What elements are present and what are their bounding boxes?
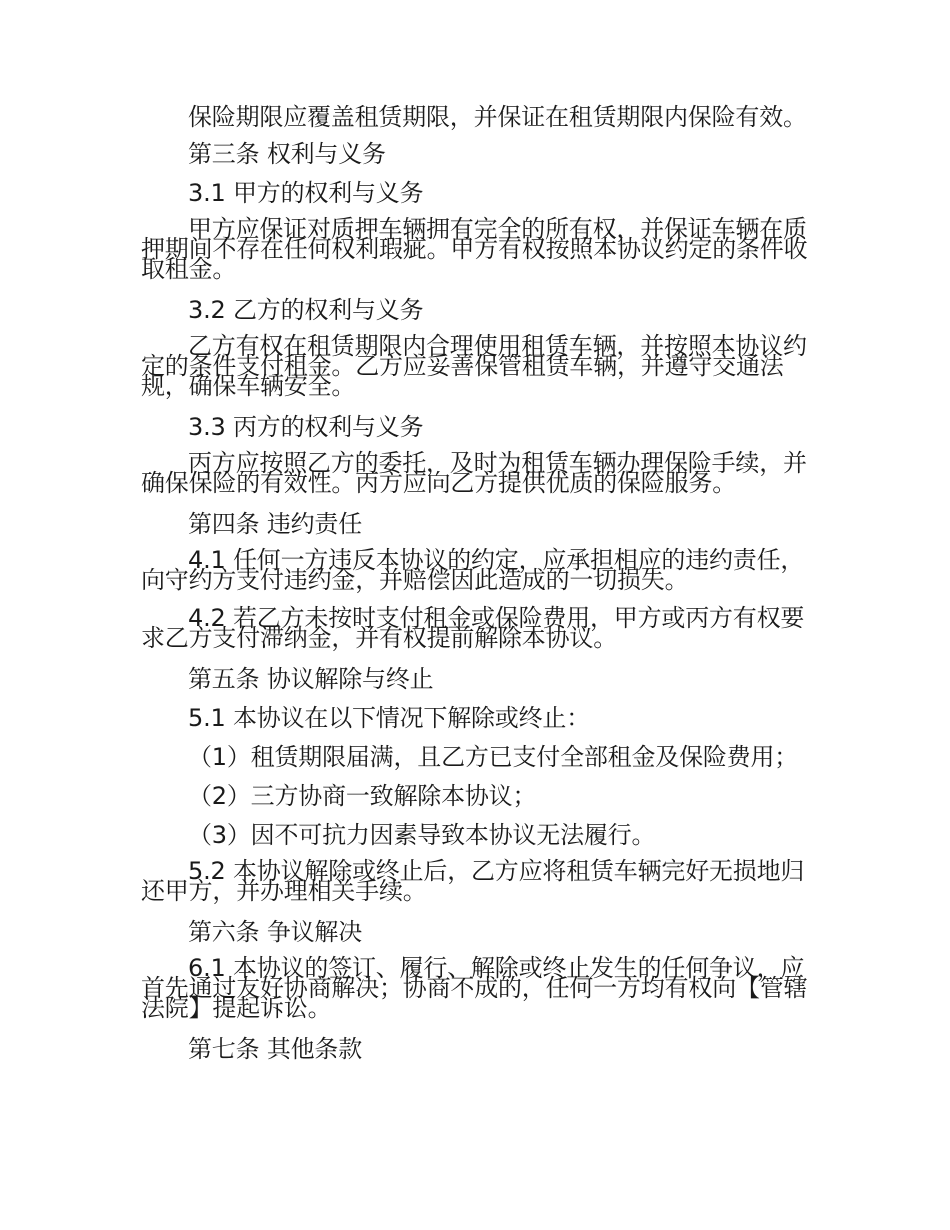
paragraph-4-1: 4.1 任何一方违反本协议的约定，应承担相应的违约责任，向守约方支付违约金，并赔偿因此造成的一切损失。 — [141, 546, 805, 594]
list-item-5-1-1: （1）租赁期限届满，且乙方已支付全部租金及保险费用； — [188, 743, 799, 771]
list-item-5-1-3: （3）因不可抗力因素导致本协议无法履行。 — [188, 821, 656, 849]
list-item-5-1-2: （2）三方协商一致解除本协议； — [188, 782, 537, 810]
heading-article-5: 第五条 协议解除与终止 — [188, 665, 434, 693]
heading-3-1: 3.1 甲方的权利与义务 — [188, 179, 424, 207]
paragraph-4-2: 4.2 若乙方未按时支付租金或保险费用，甲方或丙方有权要求乙方支付滞纳金，并有权提前解除本协议。 — [141, 604, 805, 652]
heading-article-3: 第三条 权利与义务 — [188, 140, 386, 168]
heading-article-7: 第七条 其他条款 — [188, 1035, 363, 1063]
document-page — [141, 104, 811, 1075]
heading-3-2: 3.2 乙方的权利与义务 — [188, 296, 424, 324]
paragraph-5-1: 5.1 本协议在以下情况下解除或终止： — [188, 704, 590, 732]
paragraph-3-1: 甲方应保证对质押车辆拥有完全的所有权，并保证车辆在质押期间不存在任何权利瑕疵。甲方有权按照本协议约定的条件收取租金。 — [141, 215, 808, 283]
paragraph-3-3: 丙方应按照乙方的委托，及时为租赁车辆办理保险手续，并确保保险的有效性。丙方应向乙方提供优质的保险服务。 — [141, 449, 807, 497]
paragraph-5-2: 5.2 本协议解除或终止后，乙方应将租赁车辆完好无损地归还甲方，并办理相关手续。 — [141, 857, 805, 905]
heading-article-4: 第四条 违约责任 — [188, 510, 363, 538]
heading-3-3: 3.3 丙方的权利与义务 — [188, 413, 424, 441]
paragraph-insurance-period: 保险期限应覆盖租赁期限，并保证在租赁期限内保险有效。 — [188, 103, 807, 131]
heading-article-6: 第六条 争议解决 — [188, 918, 363, 946]
paragraph-3-2: 乙方有权在租赁期限内合理使用租赁车辆，并按照本协议约定的条件支付租金。乙方应妥善保管租赁车辆，并遵守交通法规，确保车辆安全。 — [141, 332, 807, 400]
paragraph-6-1: 6.1 本协议的签订、履行、解除或终止发生的任何争议，应首先通过友好协商解决；协商不成的，任何一方均有权向【管辖法院】提起诉讼。 — [141, 954, 808, 1022]
